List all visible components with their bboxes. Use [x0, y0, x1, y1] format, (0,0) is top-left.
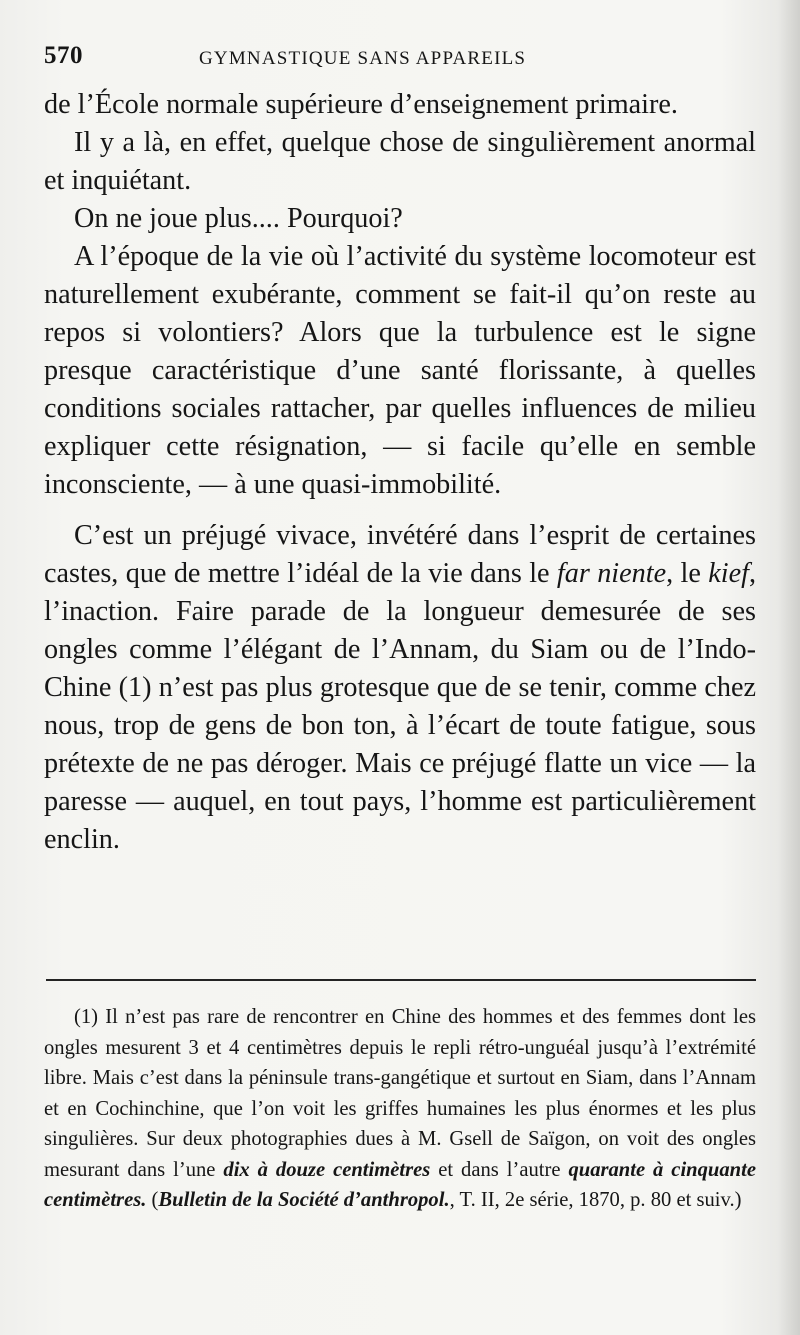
- footnote-rule: [46, 979, 756, 981]
- footnote-italic-2: quarante à cinquante centimètres.: [44, 1158, 756, 1211]
- footnote-italic-3: Bulletin de la Société d’anthropol.: [158, 1189, 450, 1211]
- footnote-text-a: (1) Il n’est pas rare de rencontrer en Chine des hommes et des femmes dont les ongles mesurent 3 et 4 centimètres depuis le repli rétro-unguéal jusqu’à l’extrémité libre. Mais c’est dans la péninsule trans-gangétique et surtout en Siam, dans l’Annam et en Cochinchine, que l’on voit les griffes humaines les plus énormes et les plus singulières. Sur deux photographies dues à M. Gsell de Saïgon, on voit des ongles mesurant dans l’une: [44, 1006, 756, 1181]
- running-title: GYMNASTIQUE SANS APPAREILS: [199, 48, 527, 69]
- footnote-text-b: et dans l’autre: [430, 1158, 569, 1181]
- kief-italic: kief: [708, 558, 749, 589]
- paragraph-3: On ne joue plus.... Pourquoi?: [74, 203, 403, 234]
- footnote-text-d: , T. II, 2e série, 1870, p. 80 et suiv.): [449, 1189, 742, 1211]
- footnote-text: [44, 1002, 756, 1216]
- page-number: 570: [44, 42, 83, 69]
- paragraph-5-text-c: , l’inaction. Faire parade de la longueur demesurée de ses ongles comme l’élégant de l’Annam, du Siam ou de l’Indo-Chine (1) n’est pas plus grotesque que de se tenir, comme chez nous, trop de gens de bon ton, à l’écart de toute fatigue, sous prétexte de ne pas déroger. Mais ce préjugé flatte un vice — la paresse — auquel, en tout pays, l’homme est particulièrement enclin.: [44, 558, 756, 855]
- footnote-text-c: (: [146, 1189, 159, 1211]
- footnote: [44, 1002, 756, 1216]
- far-niente-italic: far niente: [556, 558, 667, 589]
- footnote-italic-1: dix à douze centimètres: [223, 1158, 431, 1181]
- paragraph-5: [44, 517, 756, 859]
- paragraph-4: A l’époque de la vie où l’activité du système locomoteur est naturellement exubérante, comment se fait-il qu’on reste au repos si volontiers? Alors que la turbulence est le signe presque caractéristique d’une santé florissante, à quelles conditions sociales rattacher, par quelles influences de milieu expliquer cette résignation, — si facile qu’elle en semble inconsciente, — à une quasi-immobilité.: [44, 241, 756, 500]
- paragraph-2: Il y a là, en effet, quelque chose de singulièrement anormal et inquiétant.: [44, 127, 756, 196]
- paragraph-5-text-b: , le: [666, 558, 709, 589]
- running-head: [44, 42, 756, 76]
- paragraph-5-text-a: C’est un préjugé vivace, invétéré dans l’esprit de certaines castes, que de mettre l’idéal de la vie dans le: [44, 520, 756, 589]
- page-edge-shadow: [778, 0, 800, 1335]
- paragraph-continuation: de l’École normale supérieure d’enseignement primaire.: [44, 89, 678, 120]
- main-text: [44, 86, 756, 859]
